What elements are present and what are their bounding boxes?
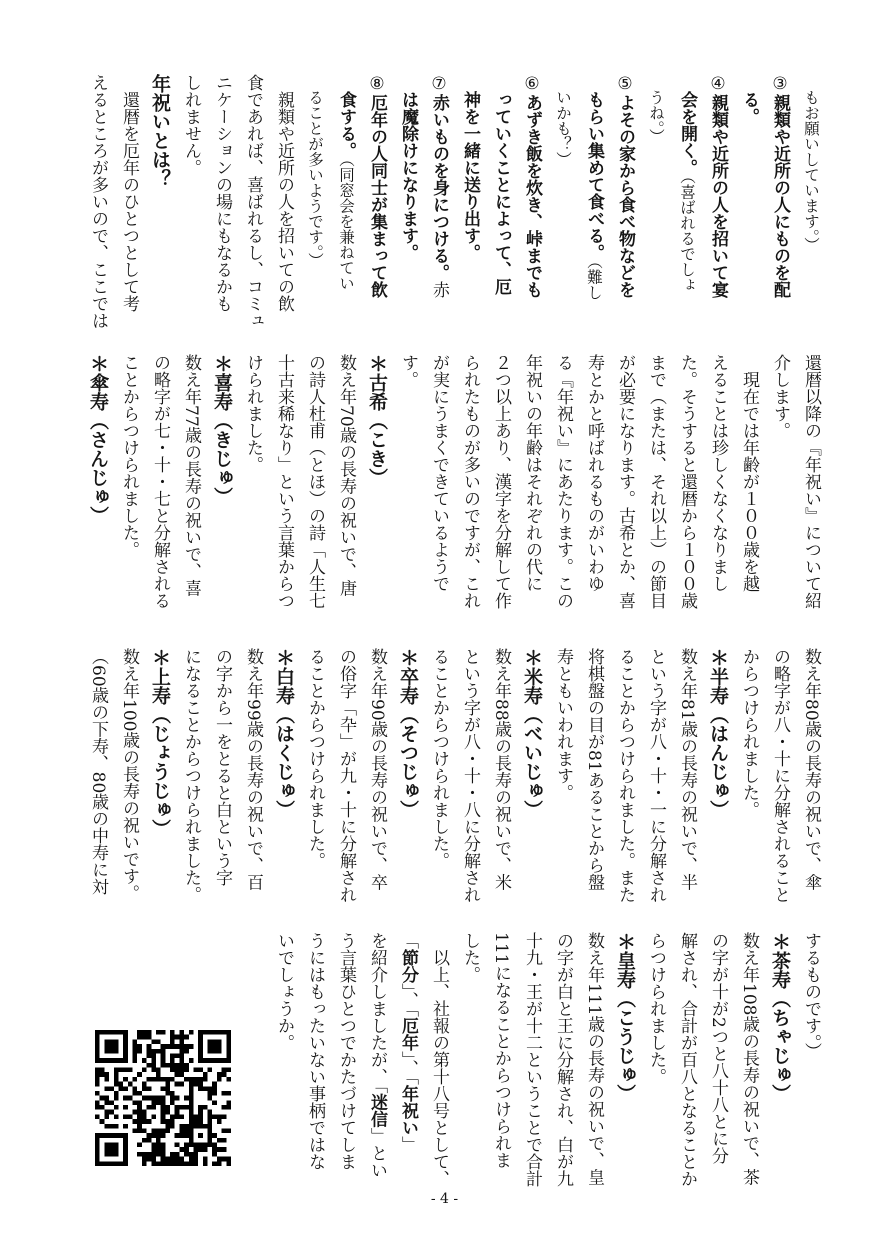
body-text: られたものが多いのですが、これ (460, 354, 480, 609)
body-text: （60歳の下寿、80歳の中寿に対 (88, 648, 108, 896)
body-text: の字が十が2つと八十八とに分 (708, 932, 728, 1164)
text-column (299, 932, 330, 1190)
body-text: の字が白と王に分解され、白が九 (553, 932, 573, 1187)
body-text: えるところが多いので、ここでは (88, 74, 108, 329)
item-number: ⑤ (615, 74, 635, 94)
body-text: しれません。 (181, 74, 201, 176)
section-heading: ＊白寿（はくじゅ） (273, 648, 295, 819)
item-heading: は魔除けになります。 (398, 74, 418, 261)
text-column (299, 354, 330, 612)
item-heading: 親類や近所の人を招いて宴 (708, 94, 728, 298)
text-column (113, 648, 144, 906)
text-column (516, 74, 547, 332)
section-heading: ＊傘寿（さんじゅ） (87, 354, 109, 525)
body-text: の略字が七・十・七と分解される (150, 354, 170, 609)
note-text: ることが多いようです。） (306, 74, 324, 268)
text-column (485, 932, 516, 1190)
text-column (268, 74, 299, 332)
text-column (144, 648, 175, 906)
body-text: の詩人杜甫（とほ）の詩「人生七 (305, 354, 325, 609)
body-text: 十古来稀なり」という言葉からつ (274, 354, 294, 609)
emphasis-text: 年祝い (398, 1085, 418, 1136)
body-text: 寿とかと呼ばれるものがいわゆ (584, 354, 604, 592)
text-column (547, 648, 578, 906)
note-text: （難し (585, 261, 603, 300)
body-text: た。そうすると還暦から１００歳 (677, 354, 697, 609)
text-column (733, 354, 764, 612)
body-text: 還暦を厄年のひとつとして考 (119, 74, 139, 312)
body-text: 数え年99歳の長寿の祝いで、百 (243, 648, 263, 891)
body-text: ることからつけられました。 (429, 648, 449, 869)
item-heading: あずき飯を炊き、峠までも (522, 94, 542, 298)
body-text: 以上、社報の第十八号として、 (429, 932, 449, 1187)
body-text: するものです。） (801, 932, 821, 1060)
qr-modules (95, 1030, 231, 1166)
text-column (671, 354, 702, 612)
text-column (702, 648, 733, 906)
text-column (237, 74, 268, 332)
section-heading: ＊喜寿（きじゅ） (211, 354, 233, 506)
text-column (206, 74, 237, 332)
text-column (175, 648, 206, 906)
text-column (516, 932, 547, 1190)
text-column (795, 74, 826, 332)
text-column (516, 648, 547, 906)
emphasis-text: 迷信 (367, 1093, 387, 1128)
text-column (423, 354, 454, 612)
text-column (671, 74, 702, 332)
text-band-upper-middle (82, 354, 826, 612)
text-column (578, 354, 609, 612)
item-number: ⑥ (522, 74, 542, 94)
item-heading: よその家から食べ物などを (615, 94, 635, 298)
text-column (392, 74, 423, 332)
text-column (423, 74, 454, 332)
text-column (268, 932, 299, 1190)
text-column (640, 74, 671, 332)
item-heading: 厄年の人同士が集まって飲 (367, 94, 387, 298)
body-text: 現在では年齢が１００歳を越 (739, 354, 759, 592)
text-column (733, 648, 764, 906)
item-number: ⑧ (367, 74, 387, 94)
body-text: いでしょうか。 (274, 932, 294, 1051)
body-text: 数え年80歳の長寿の祝いで、傘 (801, 648, 821, 891)
section-heading: ＊半寿（はんじゅ） (707, 648, 729, 819)
item-number: ④ (708, 74, 728, 94)
body-text: うにはもったいない事柄ではな (305, 932, 325, 1170)
text-column (547, 74, 578, 332)
text-column (361, 932, 392, 1190)
body-text: の字から一をとると白という字 (212, 648, 232, 886)
body-text: 数え年100歳の長寿の祝いです。 (119, 648, 139, 902)
body-text: る『年祝い』にあたります。この (553, 354, 573, 609)
body-text: ることからつけられました。また (615, 648, 635, 903)
body-text: 赤 (429, 281, 449, 298)
text-column (609, 354, 640, 612)
text-column (578, 74, 609, 332)
item-heading: っていくことによって、厄 (491, 74, 511, 295)
text-column (113, 354, 144, 612)
text-column (733, 932, 764, 1190)
text-column (671, 932, 702, 1190)
text-column (113, 74, 144, 332)
body-text: 数え年108歳の長寿の祝いで、茶 (739, 932, 759, 1186)
text-column (454, 932, 485, 1190)
text-column (485, 74, 516, 332)
section-heading: ＊茶寿（ちゃじゅ） (769, 932, 791, 1103)
emphasis-text: 節分 (398, 949, 418, 983)
body-text: 十九・王が十二ということで合計 (522, 932, 542, 1187)
text-column (795, 648, 826, 906)
body-text: らつけられました。 (646, 932, 666, 1085)
page-number: - 4 - (430, 1191, 459, 1207)
body-text: す。 (398, 354, 418, 388)
body-text: が実にうまくできているようで (429, 354, 449, 592)
text-column (640, 932, 671, 1190)
text-column (423, 932, 454, 1190)
body-text: 」 (398, 1136, 418, 1153)
text-column (702, 932, 733, 1190)
body-text: という字が八・十・八に分解され (460, 648, 480, 903)
item-heading: 食する。 (336, 74, 356, 159)
text-column (361, 354, 392, 612)
text-column (547, 932, 578, 1190)
text-column (454, 648, 485, 906)
section-heading: ＊卒寿（そつじゅ） (397, 648, 419, 819)
text-column (144, 74, 175, 332)
body-text: からつけられました。 (739, 648, 759, 818)
text-column (268, 648, 299, 906)
text-column (702, 354, 733, 612)
text-column (82, 74, 113, 332)
body-text: 」とい (367, 1127, 387, 1179)
section-heading: ＊皇寿（こうじゅ） (614, 932, 636, 1103)
text-column (299, 648, 330, 906)
text-column (609, 932, 640, 1190)
text-column (237, 354, 268, 612)
text-column (330, 932, 361, 1190)
body-text: 数え年70歳の長寿の祝いで、唐 (336, 354, 356, 597)
body-text: けられました。 (243, 354, 263, 473)
body-text: ２つ以上あり、漢字を分解して作 (491, 354, 511, 609)
body-text: した。 (460, 932, 480, 983)
body-text: 111になることからつけられま (491, 932, 511, 1169)
body-text: 数え年77歳の長寿の祝いで、喜 (181, 354, 201, 597)
body-text: を紹介しましたが、「 (367, 932, 387, 1094)
item-number: ⑦ (429, 74, 449, 94)
emphasis-text: 厄年 (398, 1017, 418, 1051)
body-text: の略字が八・十に分解されること (770, 648, 790, 903)
body-text: 数え年90歳の長寿の祝いで、卒 (367, 648, 387, 891)
text-column (764, 354, 795, 612)
text-column (175, 74, 206, 332)
body-text: ることからつけられました。 (305, 648, 325, 869)
text-column (361, 648, 392, 906)
note-text: もお願いしています。） (802, 74, 820, 253)
text-column (795, 932, 826, 1190)
body-text: 」、「 (398, 1051, 418, 1085)
text-column (578, 648, 609, 906)
item-heading: 会を開く。 (677, 74, 697, 176)
text-column (392, 932, 423, 1190)
text-column (795, 354, 826, 612)
text-column (764, 648, 795, 906)
text-column (299, 74, 330, 332)
section-heading: 年祝いとは？ (149, 74, 171, 188)
body-text: 「 (398, 932, 418, 949)
text-column (175, 354, 206, 612)
text-column (82, 354, 113, 612)
body-text: 解され、合計が百八となることか (677, 932, 697, 1187)
body-text: ことからつけられました。 (119, 354, 139, 558)
section-heading: ＊古希（こき） (366, 354, 388, 487)
item-heading: 神を一緒に送り出す。 (460, 74, 480, 261)
item-heading: 親類や近所の人にものを配 (770, 94, 790, 298)
text-column (423, 648, 454, 906)
text-column (330, 354, 361, 612)
body-text: という字が八・十・一に分解され (646, 648, 666, 903)
text-column (609, 648, 640, 906)
body-text: 食であれば、喜ばれるし、コミュ (243, 74, 263, 329)
body-text: う言葉ひとつでかたづけてしま (336, 932, 356, 1170)
text-column (268, 354, 299, 612)
text-column (640, 354, 671, 612)
text-band-top (82, 74, 826, 332)
item-heading: 赤いものを身につける。 (429, 94, 449, 281)
body-text: 還暦以降の『年祝い』について紹 (801, 354, 821, 609)
note-text: （同窓会を兼ねてい (337, 159, 355, 291)
body-text: 将棋盤の目が81あることから盤 (584, 648, 604, 891)
text-band-lower-middle (82, 648, 826, 906)
text-column (144, 354, 175, 612)
body-text: まで（または、それ以上）の節目 (646, 354, 666, 609)
text-column (206, 648, 237, 906)
text-column (609, 74, 640, 332)
body-text: 数え年111歳の長寿の祝いで、皇 (584, 932, 604, 1186)
body-text: が必要になります。古希とか、喜 (615, 354, 635, 609)
text-column (640, 648, 671, 906)
text-column (764, 932, 795, 1190)
text-column (454, 74, 485, 332)
text-column (361, 74, 392, 332)
item-heading: る。 (739, 74, 759, 125)
body-text: 寿ともいわれます。 (553, 648, 573, 801)
body-text: の俗字「卆」が九・十に分解され (336, 648, 356, 903)
text-column (485, 648, 516, 906)
body-text: 介します。 (770, 354, 790, 439)
text-column (671, 648, 702, 906)
text-column (82, 648, 113, 906)
text-column (702, 74, 733, 332)
body-text: 数え年81歳の長寿の祝いで、半 (677, 648, 697, 891)
body-text: 」、「 (398, 983, 418, 1017)
text-column (392, 648, 423, 906)
text-column (547, 354, 578, 612)
text-column (733, 74, 764, 332)
text-column (578, 932, 609, 1190)
item-number: ③ (770, 74, 790, 94)
text-column (392, 354, 423, 612)
item-heading: もらい集めて食べる。 (584, 74, 604, 261)
note-text: （喜ばれるでしょ (678, 176, 696, 293)
body-text: 親類や近所の人を招いての飲 (274, 74, 294, 312)
body-text: 数え年88歳の長寿の祝いで、米 (491, 648, 511, 891)
body-text: 年祝いの年齢はそれぞれの代に (522, 354, 542, 592)
qr-code (95, 1030, 231, 1166)
text-column (330, 74, 361, 332)
body-text: えることは珍しくなくなりまし (708, 354, 728, 592)
text-column (206, 354, 237, 612)
text-column (237, 648, 268, 906)
text-column (764, 74, 795, 332)
body-text: になることからつけられました。 (181, 648, 201, 903)
text-column (454, 354, 485, 612)
section-heading: ＊米寿（べいじゅ） (521, 648, 543, 819)
body-text: ニケーションの場にもなるかも (212, 74, 232, 312)
text-column (485, 354, 516, 612)
text-column (330, 648, 361, 906)
note-text: いかも？） (554, 74, 572, 167)
text-column (516, 354, 547, 612)
note-text: うね。） (647, 74, 665, 144)
section-heading: ＊上寿（じょうじゅ） (149, 648, 171, 838)
